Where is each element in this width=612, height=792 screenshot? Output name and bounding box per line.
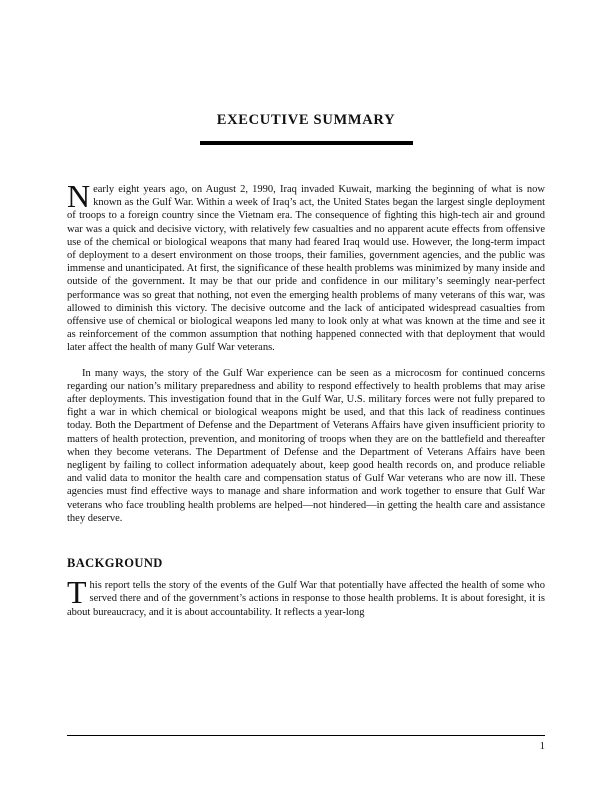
paragraph-1-text: early eight years ago, on August 2, 1990, Iraq invaded Kuwait, marking the beginning of what is now known as the Gulf War. Within a week of Iraq’s act, the United States began the largest single deployment of troops to a foreign country since the Vietnam era. The consequence of fighting this high-tech air and ground war was a quick and decisive victory, with relatively few casualties and no apparent acute effects from offensive use of the chemical or biological weapons that many had feared Iraq would use. However, the long-term impact of deployment to a desert environment on those troops, their families, government agencies, and the public was immense and unanticipated. At first, the significance of these health problems was minimized by many inside and outside of the government. It may be that our pride and confidence in our military’s seemingly near-perfect performance was so great that nothing, not even the emerging health problems of many veterans of this war, was allowed to diminish this victory. The decisive outcome and the lack of anticipated widespread casualties from offensive use of chemical or biological weapons led many to look only at what was known at the time and see it as reinforcement of the common assumption that nothing happened connected with that deployment that would later affect the health of many Gulf War veterans. — [67, 184, 545, 354]
dropcap-t: T — [67, 574, 87, 611]
page-footer — [67, 735, 545, 752]
paragraph-3 — [67, 574, 545, 619]
dropcap-n: N — [67, 178, 91, 214]
document-body — [67, 178, 545, 619]
page-title: EXECUTIVE SUMMARY — [216, 112, 396, 128]
paragraph-3-text: his report tells the story of the events of the Gulf War that potentially have affected the health of some who served there and of the government’s actions in response to those health problems. It is about foresight, it is about bureaucracy, and it is about accountability. It reflects a year-long — [67, 580, 545, 618]
page-number: 1 — [539, 741, 545, 752]
title-rule — [200, 141, 413, 145]
background-heading: BACKGROUND — [67, 556, 163, 571]
paragraph-1 — [67, 178, 545, 355]
paragraph-2: In many ways, the story of the Gulf War experience can be seen as a microcosm for continued concerns regarding our nation’s military preparedness and ability to respond effectively to health problems that may arise after deployments. This investigation found that in the Gulf War, U.S. military forces were not fully prepared to fight a war in which chemical or biological weapons might be used, and that this lack of readiness continues today. Both the Department of Defense and the Department of Veterans Affairs have given insufficient priority to matters of health protection, prevention, and monitoring of troops when they are on the battlefield and thereafter when they become veterans. The Department of Defense and the Department of Veterans Affairs have been negligent by failing to collect information adequately about, keep good health records on, and produce reliable and valid data to monitor the health care and compensation status of Gulf War veterans who are now ill. These agencies must find effective ways to manage and share information and work together to ensure that Gulf War veterans who face troubling health problems are helped—not hindered—in getting the health care and assistance they deserve. — [67, 367, 545, 524]
